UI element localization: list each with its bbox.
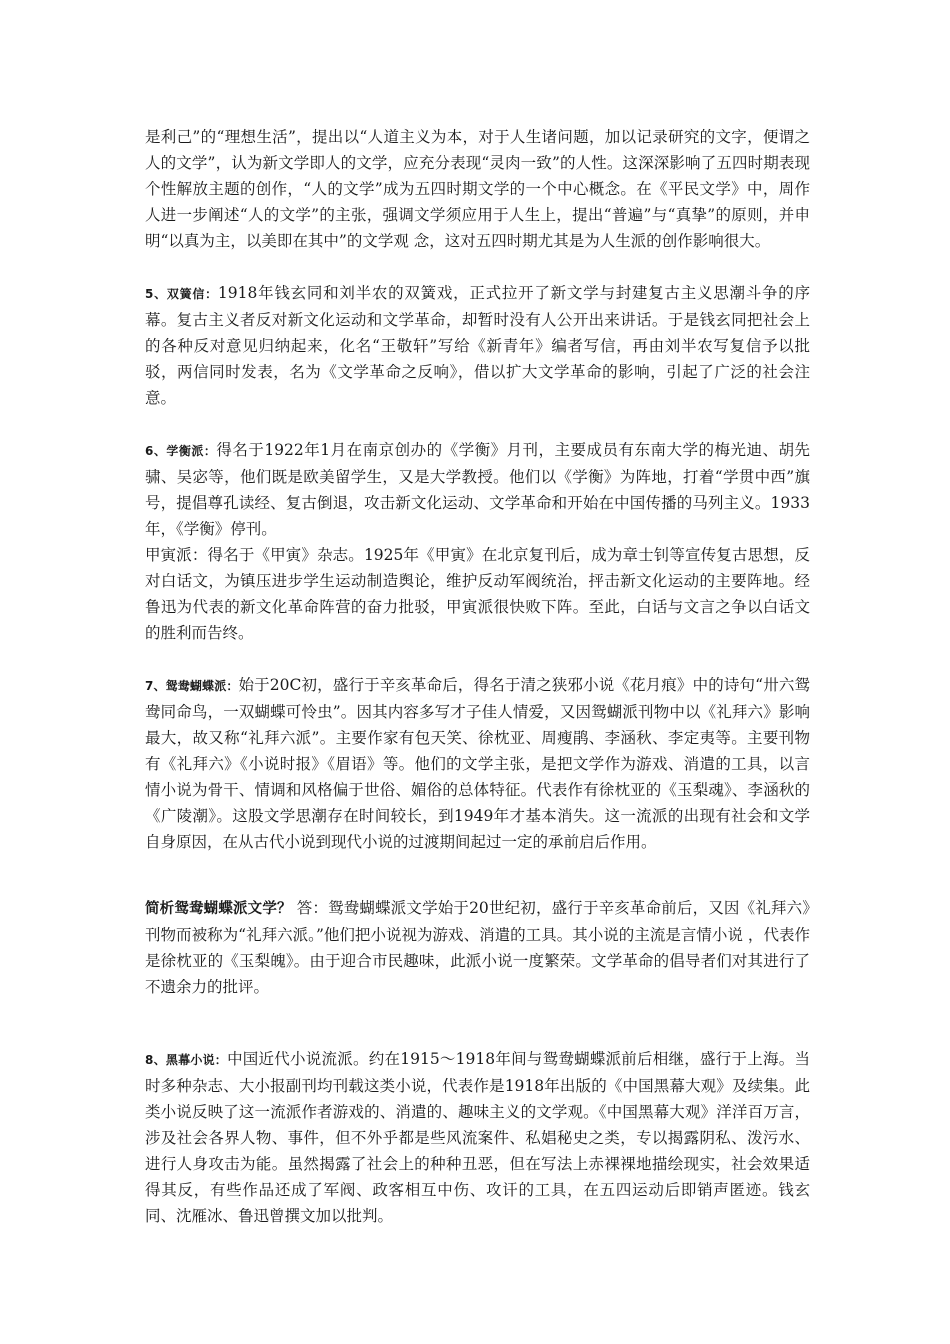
item6-sub-paragraph: 甲寅派：得名于《甲寅》杂志。1925年《甲寅》在北京复刊后，成为章士钊等宣传复古思想，反对白话文，为镇压进步学生运动制造舆论，维护反动军阀统治，抨击新文化运动的主要阵地。经鲁迅为代表的新文化革命阵营的奋力批驳，甲寅派很快败下阵。至此，白话与文言之争以白话文的胜利而告终。 [145,546,810,642]
item5-body: 1918年钱玄同和刘半农的双簧戏，正式拉开了新文学与封建复古主义思潮斗争的序幕。复古主义者反对新文化运动和文学革命，却暂时没有人公开出来讲话。于是钱玄同把社会上的各种反对意见归纳起来，化名“王敬轩”写给《新青年》编者写信，再由刘半农写复信予以批驳，两信同时发表，名为《文学革命之反响》，借以扩大文学革命的影响，引起了广泛的社会注意。 [145,284,810,407]
item7-term: 7、鸳鸯蝴蝶派： [145,679,239,693]
item5-term: 5、双簧信： [145,287,218,301]
item6-term: 6、学衡派： [145,444,217,458]
item7-body: 始于20C初，盛行于辛亥革命后，得名于清之狭邪小说《花月痕》中的诗句“卅六鸳鸯同命鸟，一双蝴蝶可怜虫”。因其内容多写才子佳人情爱，又因鸳蝴派刊物中以《礼拜六》影响最大，故又称“礼拜六派”。主要作家有包天笑、徐枕亚、周瘦鹃、李涵秋、李定夷等。主要刊物有《礼拜六》《小说时报》《眉语》等。他们的文学主张，是把文学作为游戏、消遣的工具，以言情小说为骨干、情调和风格偏于世俗、媚俗的总体特征。代表作有徐枕亚的《玉梨魂》、李涵秋的《广陵潮》。这股文学思潮存在时间较长，到1949年才基本消失。这一流派的出现有社会和文学自身原因，在从古代小说到现代小说的过渡期间起过一定的承前启后作用。 [145,676,810,851]
question-answer: 答：鸳鸯蝴蝶派文学始于20世纪初，盛行于辛亥革命前后，又因《礼拜六》刊物而被称为“礼拜六派。”他们把小说视为游戏、消遣的工具。其小说的主流是言情小说 ，代表作是徐枕亚的《玉梨魄》。由于迎合市民趣味，此派小说一度繁荣。文学革命的倡导者们对其进行了不遗余力的批评。 [145,899,811,996]
paragraph-spacer [145,646,810,672]
intro-paragraph: 是利己”的“理想生活”，提出以“人道主义为本，对于人生诸问题，加以记录研究的文字，便谓之人的文学”，认为新文学即人的文学，应充分表现“灵肉一致”的人性。这深深影响了五四时期表现个性解放主题的创作，“人的文学”成为五四时期文学的一个中心概念。在《平民文学》中，周作人进一步阐述“人的文学”的主张，强调文学须应用于人生上，提出“普遍”与“真挚”的原则，并申明“以真为主，以美即在其中”的文学观 念，这对五四时期尤其是为人生派的创作影响很大。 [145,128,810,250]
item6-body: 得名于1922年1月在南京创办的《学衡》月刊，主要成员有东南大学的梅光迪、胡先骕、吴宓等，他们既是欧美留学生，又是大学教授。他们以《学衡》为阵地，打着“学贯中西”旗号，提倡尊孔读经、复古倒退，攻击新文化运动、文学革命和开始在中国传播的马列主义。1933年，《学衡》停刊。 [145,441,810,538]
paragraph-spacer [145,254,810,280]
question-paragraph [145,895,810,1000]
item8-body: 中国近代小说流派。约在1915～1918年间与鸳鸯蝴蝶派前后相继，盛行于上海。当时多种杂志、大小报副刊均刊载这类小说，代表作是1918年出版的《中国黑幕大观》及续集。此类小说反映了这一流派作者游戏的、消遣的、趣味主义的文学观。《中国黑幕大观》洋洋百万言，涉及社会各界人物、事件，但不外乎都是些风流案件、私娼秘史之类，专以揭露阴私、泼污水、进行人身攻击为能。虽然揭露了社会上的种种丑恶，但在写法上赤裸裸地描绘现实，社会效果适得其反，有些作品还成了军阀、政客相互中伤、攻讦的工具，在五四运动后即销声匿迹。钱玄同、沈雁冰、鲁迅曾撰文加以批判。 [145,1050,810,1225]
question-title: 简析鸳鸯蝴蝶派文学？ [145,901,292,917]
item8-term: 8、黑幕小说： [145,1053,228,1067]
document-page [145,124,810,1229]
paragraph-spacer [145,855,810,895]
item7-paragraph [145,672,810,855]
item5-paragraph [145,280,810,411]
item8-paragraph [145,1046,810,1229]
paragraph-spacer [145,1000,810,1046]
paragraph-spacer [145,411,810,437]
item6-paragraph [145,437,810,542]
